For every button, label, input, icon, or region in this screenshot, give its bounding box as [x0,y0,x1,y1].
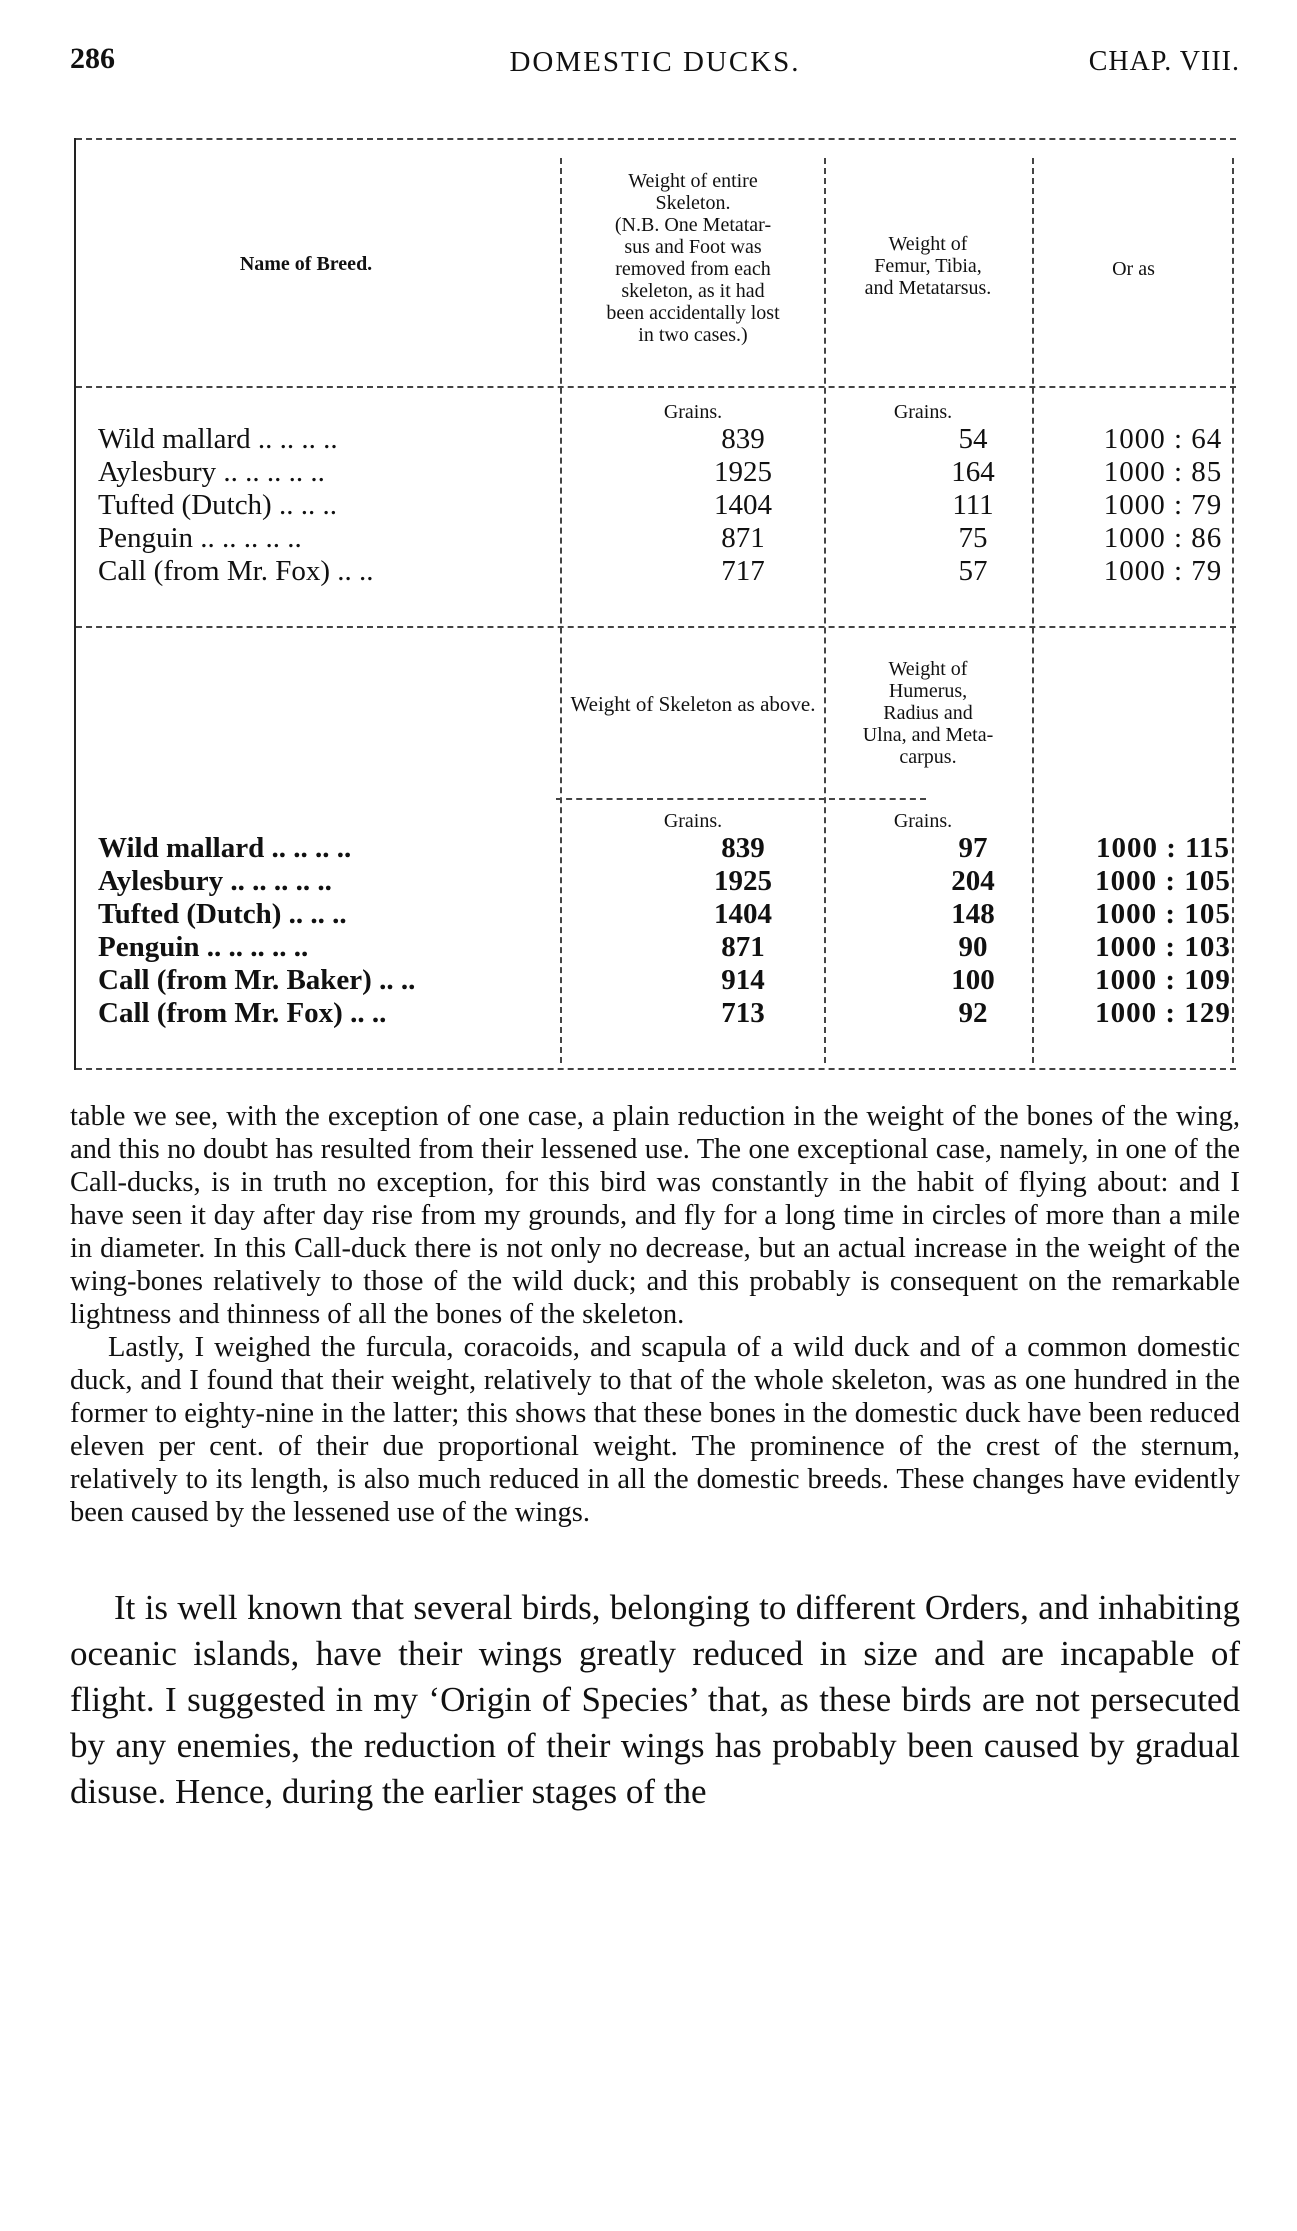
unit-label: Grains. [893,810,953,832]
col-header-wing-bones [828,658,1028,768]
header-line: skeleton, as it had [621,280,765,302]
skeleton-weight: 871 [721,931,765,963]
bone-weight: 57 [958,555,988,587]
ratio-value: 1000 : 85 [1103,456,1223,488]
breed-name: Tufted (Dutch) .. .. .. [98,489,337,521]
skeleton-weight: 713 [721,997,765,1029]
skeleton-weight: 1404 [714,489,772,521]
page-header [70,42,1240,82]
ratio-value: 1000 : 105 [1095,898,1231,930]
header-line: Skeleton. [655,192,731,214]
col-header-leg-bones [828,233,1028,299]
col-header-skeleton-2: Weight of Skeleton as above. [570,692,816,716]
chapter-label: CHAP. VIII. [1088,46,1240,77]
bone-weight: 75 [958,522,988,554]
breed-name: Penguin .. .. .. .. .. [98,931,309,963]
header-rule [76,386,1236,388]
skeleton-weight: 1925 [714,456,772,488]
breed-name: Call (from Mr. Fox) .. .. [98,997,387,1029]
ratio-value: 1000 : 103 [1095,931,1231,963]
header-line: (N.B. One Metatar- [614,214,772,236]
header-line: sus and Foot was [624,236,762,258]
body-text-large [70,1585,1240,1815]
header-line: and Metatarsus. [864,277,992,299]
bone-weight: 164 [951,456,995,488]
header-line: Femur, Tibia, [874,255,982,277]
header-line: Radius and [883,702,973,724]
header-line: Weight of entire [628,170,758,192]
ratio-value: 1000 : 86 [1103,522,1223,554]
breed-name: Penguin .. .. .. .. .. [98,522,302,554]
skeleton-weight: 914 [721,964,765,996]
skeleton-weight: 1925 [714,865,772,897]
table-bottom-rule [76,1068,1236,1070]
paragraph: table we see, with the exception of one case, a plain reduction in the weight of the bones of the wing, and this no doubt has resulted from their lessened use. The one exceptional case, namely, in one of the Call-ducks, is in truth no exception, for this bird was constantly in the habit of flying about: and I have seen it day after day rise from my grounds, and fly for a long time in circles of more than a mile in diameter. In this Call-duck there is not only no decrease, but an actual increase in the weight of the wing-bones relatively to those of the wild duck; and this probably is consequent on the remarkable lightness and thinness of all the bones of the skeleton. [70,1101,1240,1330]
bone-weight: 100 [951,964,995,996]
breed-name: Tufted (Dutch) .. .. .. [98,898,347,930]
col-header-skeleton [566,170,820,346]
body-text-small [70,1100,1240,1529]
ratio-value: 1000 : 129 [1095,997,1231,1029]
breed-name: Aylesbury .. .. .. .. .. [98,456,325,488]
running-title: DOMESTIC DUCKS. [509,46,801,78]
breed-name: Wild mallard .. .. .. .. [98,832,352,864]
table-top-rule [76,138,1236,140]
ratio-value: 1000 : 64 [1103,423,1223,455]
ratio-value: 1000 : 115 [1095,832,1231,864]
header-line: carpus. [899,746,957,768]
bone-weight: 54 [958,423,988,455]
unit-label: Grains. [893,401,953,423]
paragraph: It is well known that several birds, belonging to different Orders, and inhabiting oceanic islands, have their wings greatly reduced in size and are incapable of flight. I suggested in my ‘Origin of Species’ that, as these birds are not persecuted by any enemies, the reduction of their wings has probably been caused by gradual disuse. Hence, during the earlier stages of the [70,1588,1240,1811]
header-line: removed from each [615,258,771,280]
bone-weight: 90 [958,931,988,963]
ratio-value: 1000 : 79 [1103,489,1223,521]
section-rule [76,626,1236,628]
header-line: in two cases.) [638,324,748,346]
header-line: Ulna, and Meta- [862,724,994,746]
bone-weight: 92 [958,997,988,1029]
header-line: been accidentally lost [606,302,780,324]
unit-label: Grains. [663,401,723,423]
unit-label: Grains. [663,810,723,832]
bone-weight: 97 [958,832,988,864]
ratio-value: 1000 : 105 [1095,865,1231,897]
ratio-value: 1000 : 79 [1103,555,1223,587]
header-line: Weight of [888,233,968,255]
header-line: Weight of [888,658,968,680]
skeleton-weight: 1404 [714,898,772,930]
col-header-name: Name of Breed. [239,253,373,275]
breed-name: Call (from Mr. Fox) .. .. [98,555,374,587]
bone-weight: 204 [951,865,995,897]
skeleton-weight: 839 [721,423,765,455]
bone-weight: 111 [952,489,994,521]
col-header-ratio: Or as [1112,258,1155,280]
skeleton-weight: 717 [721,555,765,587]
page-number: 286 [70,42,115,75]
breed-name: Aylesbury .. .. .. .. .. [98,865,332,897]
header-line: Humerus, [888,680,968,702]
bone-weight: 148 [951,898,995,930]
bone-weight-table [74,138,1236,1070]
skeleton-weight: 839 [721,832,765,864]
ratio-value: 1000 : 109 [1095,964,1231,996]
header2-rule [556,798,926,800]
breed-name: Call (from Mr. Baker) .. .. [98,964,416,996]
skeleton-weight: 871 [721,522,765,554]
column-rule-1 [560,158,562,1063]
breed-name: Wild mallard .. .. .. .. [98,423,338,455]
paragraph: Lastly, I weighed the furcula, coracoids, and scapula of a wild duck and of a common domestic duck, and I found that their weight, relatively to that of the whole skeleton, was as one hundred in the former to eighty-nine in the latter; this shows that these bones in the domestic duck have been reduced eleven per cent. of their due proportional weight. The prominence of the crest of the sternum, relatively to its length, is also much reduced in all the domestic breeds. These changes have evidently been caused by the lessened use of the wings. [70,1332,1240,1528]
column-rule-2 [824,158,826,1063]
